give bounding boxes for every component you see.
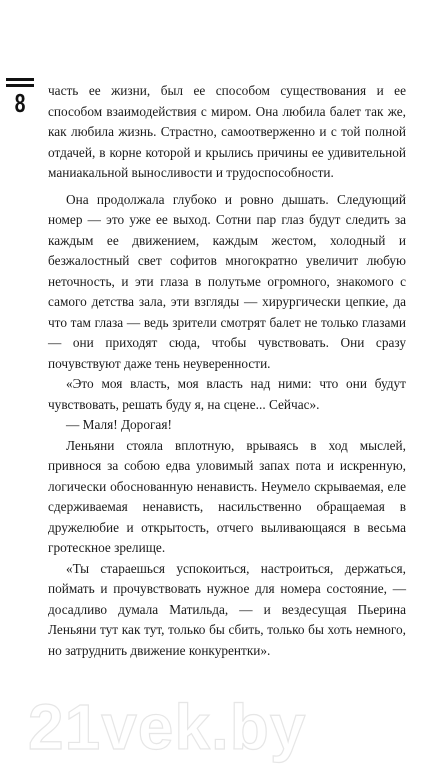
paragraph: «Ты стараешься успокоиться, настроиться, держаться, поймать и прочувствовать нужное для номера состояние, — досадливо думала Матильда, — и вездесущая Пьерина Леньяни тут как тут, только бы сбить, только бы хоть немного, но затруднить движение конкурентки».	[48, 560, 406, 658]
page-marker	[6, 78, 34, 116]
watermark: 21vek.by	[28, 691, 307, 763]
page-marker-bar	[6, 78, 34, 81]
paragraph: «Это моя власть, моя власть над ними: что они будут чувствовать, решать буду я, на сцене... Сейчас».	[48, 376, 406, 412]
paragraph: — Маля! Дорогая!	[66, 417, 172, 432]
page-number: 8	[14, 88, 26, 118]
paragraph: Она продолжала глубоко и ровно дышать. Следующий номер — это уже ее выход. Сотни пар глаз будут следить за каждым ее движением, каждым жестом, холодный и безжалостный свет софитов многократно увеличит любую неточность, и эти глаза в полутьме огромного, знакомого с самого детства зала, эти взгляды — хирургически цепкие, да что там глаза — ведь зрители смотрят балет не только глазами — они приходят сюда, чтобы чувствовать. Они сразу почувствуют даже тень неуверенности.	[48, 191, 406, 371]
paragraph: Леньяни стояла вплотную, врываясь в ход мыслей, привнося за собою едва уловимый запах пота и искренную, логически обоснованную ненависть. Неумело скрываемая, еле сдерживаемая ненависть, насильственно обращаемая в дружелюбие и открытость, отчего выливающаяся в весьма гротескное зрелище.	[48, 437, 406, 555]
page-marker-bar	[6, 84, 34, 87]
body-text	[48, 81, 406, 661]
paragraph: часть ее жизни, был ее способом существования и ее способом взаимодействия с миром. Она любила балет так же, как любила жизнь. Страстно, самоотверженно и с той полной отдачей, в корне которой и крылись причины ее удивительной маниакальной выносливости и трудоспособности.	[48, 83, 406, 180]
